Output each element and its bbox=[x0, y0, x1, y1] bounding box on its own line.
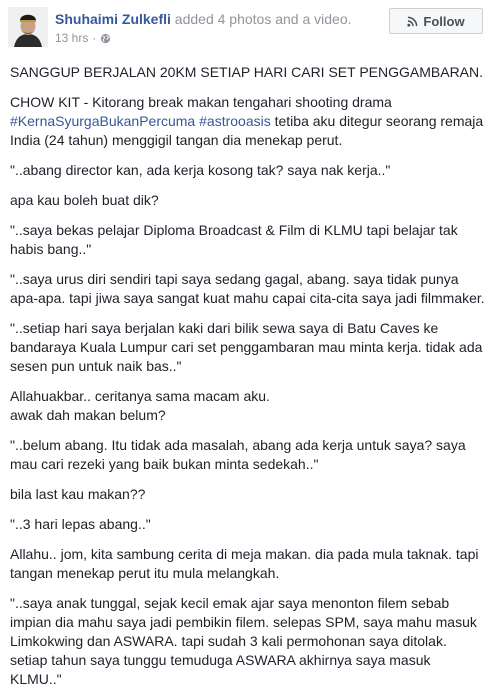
post-text: Allahuakbar.. ceritanya sama macam aku. bbox=[10, 388, 270, 404]
post-paragraph: Allahu.. jom, kita sambung cerita di meja makan. dia pada mula taknak. tapi tangan menekap perut itu mula melangkah. bbox=[10, 546, 479, 581]
post-text: CHOW KIT - Kitorang break makan tengahari shooting drama bbox=[10, 94, 392, 110]
post-paragraph: "..3 hari lepas abang.." bbox=[10, 516, 151, 532]
post-action-text: added 4 photos and a video. bbox=[174, 11, 352, 27]
post-header bbox=[0, 0, 494, 50]
author-name[interactable]: Shuhaimi Zulkefli bbox=[55, 11, 171, 27]
avatar[interactable] bbox=[8, 7, 48, 47]
follow-button[interactable] bbox=[389, 8, 483, 34]
post-timestamp[interactable]: 13 hrs bbox=[55, 31, 89, 45]
post-meta bbox=[55, 31, 111, 45]
rss-icon bbox=[407, 16, 418, 27]
post-paragraph: "..saya anak tunggal, sejak kecil emak ajar saya menonton filem sebab impian dia mahu saya jadi pembikin filem. selepas SPM, saya mahu masuk Limkokwing dan ASWARA. tapi sudah 3 kali permohonan saya ditolak. setiap tahun saya tunggu temuduga ASWARA akhirnya saya masuk KLMU.." bbox=[10, 595, 477, 687]
meta-separator: · bbox=[92, 31, 97, 45]
avatar-photo bbox=[8, 7, 48, 47]
post-paragraph: "..setiap hari saya berjalan kaki dari bilik sewa saya di Batu Caves ke bandaraya Kuala Lumpur cari set penggambaran mau minta kerja. tidak ada sesen pun untuk naik bas.." bbox=[10, 320, 483, 374]
post-paragraph: "..belum abang. Itu tidak ada masalah, abang ada kerja untuk saya? saya mau cari rezeki yang baik bukan minta sedekah.." bbox=[10, 437, 466, 472]
hashtag-link[interactable]: #astrooasis bbox=[199, 113, 271, 129]
post-paragraph: "..saya urus diri sendiri tapi saya sedang gagal, abang. saya tidak punya apa-apa. tapi jiwa saya sangat kuat mahu capai cita-cita saya jadi filmmaker. bbox=[10, 271, 485, 306]
globe-icon[interactable] bbox=[100, 33, 111, 44]
post-paragraph bbox=[10, 93, 486, 150]
post-text: tetiba aku ditegur seorang remaja India (24 tahun) menggigil tangan dia menekap perut. bbox=[10, 113, 484, 148]
post-paragraph: SANGGUP BERJALAN 20KM SETIAP HARI CARI SET PENGGAMBARAN. bbox=[10, 64, 484, 80]
post-text: awak dah makan belum? bbox=[10, 407, 166, 423]
post-paragraph: bila last kau makan?? bbox=[10, 486, 146, 502]
hashtag-link[interactable]: #KernaSyurgaBukanPercuma bbox=[10, 113, 196, 129]
post-paragraph: apa kau boleh buat dik? bbox=[10, 192, 159, 208]
follow-label: Follow bbox=[423, 13, 465, 29]
post-paragraph bbox=[10, 387, 486, 425]
author-line bbox=[55, 10, 352, 28]
post-body bbox=[10, 63, 486, 700]
post-paragraph: "..saya bekas pelajar Diploma Broadcast & Film di KLMU tapi belajar tak habis bang.." bbox=[10, 222, 458, 257]
post-paragraph: "..abang director kan, ada kerja kosong tak? saya nak kerja.." bbox=[10, 162, 391, 178]
